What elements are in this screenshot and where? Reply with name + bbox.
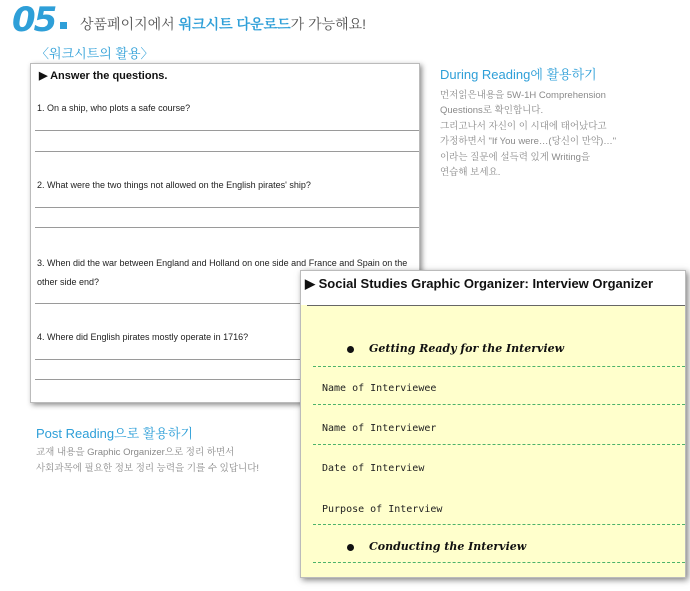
question-1: 1. On a ship, who plots a safe course? [37,103,191,113]
during-reading-description [440,88,650,180]
bullet-icon [347,544,354,551]
worksheet-title: ▶ Answer the questions. [39,70,168,82]
heading-suffix: 가 가능해요! [290,16,367,32]
section-heading [80,14,366,34]
dashed-divider [313,444,685,445]
heading-prefix: 상품페이지에서 [80,16,179,32]
dashed-divider [313,404,685,405]
organizer-title-rule [307,305,685,306]
section-number: 05 [12,0,56,40]
section-getting-ready: Getting Ready for the Interview [369,342,565,355]
organizer-title: ▶ Social Studies Graphic Organizer: Interview Organizer [305,276,654,291]
section-conducting: Conducting the Interview [369,540,527,553]
description-line: Questions로 확인합니다. [440,105,544,117]
heading-highlight: 워크시트 다운로드 [178,16,291,32]
answer-line [35,130,419,131]
bullet-icon [347,346,354,353]
field-date-of-interview: Date of Interview [322,463,425,474]
answer-line [35,151,419,152]
interview-organizer-worksheet [300,270,686,578]
dashed-divider [313,366,685,367]
description-line: 연습해 보세요. [440,167,501,179]
post-reading-description [36,445,259,477]
during-reading-title: During Reading에 활용하기 [440,67,597,82]
dashed-divider [313,524,685,525]
description-line: 교재 내용을 Graphic Organizer으로 정리 하면서 [36,447,235,458]
question-3: 3. When did the war between England and Holland on one side and France and Spain on the other side end? [37,258,408,287]
section-number-dot [60,22,67,29]
question-4: 4. Where did English pirates mostly operate in 1716? [37,332,249,342]
question-2: 2. What were the two things not allowed on the English pirates' ship? [37,180,311,190]
description-line: 이라는 질문에 설득력 있게 Writing을 [440,151,591,163]
worksheet-usage-subtitle: 〈워크시트의 활용〉 [36,46,154,61]
answer-line [35,227,419,228]
field-purpose-of-interview: Purpose of Interview [322,504,443,515]
description-line: 그리고나서 자신이 이 시대에 태어났다고 [440,120,607,132]
field-name-of-interviewer: Name of Interviewer [322,423,437,434]
description-line: 가정하면서 "If You were…(당신이 만약)…" [440,136,617,148]
description-line: 먼저읽은내용을 5W-1H Comprehension [440,90,606,101]
dashed-divider [313,562,685,563]
post-reading-title: Post Reading으로 활용하기 [36,426,194,441]
field-name-of-interviewee: Name of Interviewee [322,383,437,394]
answer-line [35,207,419,208]
description-line: 사회과목에 필요한 정보 정리 능력을 기를 수 있답니다! [36,463,260,474]
